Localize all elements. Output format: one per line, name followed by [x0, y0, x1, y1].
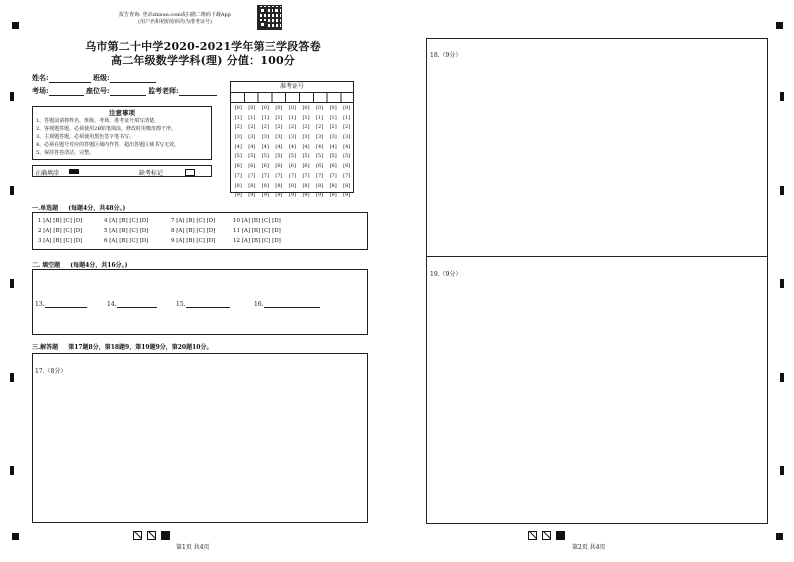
student-info-row1 — [32, 73, 156, 83]
exam-title: 乌市第二十中学2020-2021学年第三学段答卷 — [85, 40, 321, 53]
exam-id-bubble[interactable]: [5] — [316, 153, 324, 160]
timing-mark — [10, 373, 14, 382]
exam-id-bubble[interactable]: [2] — [343, 124, 351, 131]
correct-fill-sample — [69, 169, 79, 174]
page-mark-slash — [542, 531, 551, 540]
exam-id-column — [246, 104, 259, 201]
timing-mark — [10, 466, 14, 475]
exam-id-bubble[interactable]: [6] — [302, 163, 310, 170]
exam-id-bubble[interactable]: [3] — [288, 134, 297, 141]
seat-field[interactable] — [110, 87, 146, 96]
exam-id-bubble[interactable]: [1] — [329, 114, 337, 121]
exam-id-bubble[interactable]: [5] — [234, 153, 242, 160]
mcq-question-row[interactable]: 6 [A] [B] [C] [D] — [104, 238, 149, 244]
exam-id-column — [327, 104, 340, 201]
exam-id-bubble[interactable]: [0] — [234, 105, 242, 111]
exam-id-bubble[interactable]: [7] — [316, 172, 324, 179]
exam-id-bubble[interactable]: [4] — [288, 143, 297, 150]
section2-box — [32, 269, 368, 335]
exam-id-bubble[interactable]: [4] — [316, 143, 324, 150]
section1-box — [32, 212, 368, 250]
exam-id-bubble[interactable]: [9] — [234, 192, 242, 199]
q17-answer-box[interactable] — [32, 353, 368, 523]
exam-id-bubble[interactable]: [6] — [248, 163, 256, 170]
exam-id-box — [230, 81, 354, 199]
page-number-2: 第2页 共4页 — [572, 544, 606, 551]
timing-mark — [10, 92, 14, 101]
exam-id-bubble[interactable]: [4] — [302, 143, 310, 150]
exam-id-column — [232, 104, 245, 201]
exam-id-bubble[interactable]: [5] — [329, 153, 337, 160]
exam-id-bubble[interactable]: [2] — [234, 124, 242, 131]
exam-id-bubble[interactable]: [0] — [316, 105, 324, 111]
exam-id-bubble[interactable]: [9] — [275, 192, 283, 199]
mcq-group — [233, 216, 281, 246]
mcq-question-row[interactable]: 3 [A] [B] [C] [D] — [38, 238, 83, 244]
exam-id-bubble[interactable]: [6] — [329, 163, 337, 170]
exam-id-bubble[interactable]: [3] — [316, 134, 324, 141]
blank-14: 14. — [107, 300, 157, 308]
exam-id-column — [340, 104, 353, 201]
mcq-question-row[interactable]: 9 [A] [B] [C] [D] — [171, 238, 216, 244]
proctor-field[interactable] — [179, 87, 217, 96]
section2-title: 二. 填空题 — [32, 262, 61, 269]
exam-id-bubble[interactable]: [3] — [275, 134, 283, 141]
mcq-question-row[interactable]: 4 [A] [B] [C] [D] — [104, 218, 149, 224]
note-item: 5、保持答卷清洁、完整。 — [36, 150, 95, 156]
exam-id-write-cells[interactable] — [231, 93, 353, 103]
exam-id-bubble[interactable]: [7] — [329, 172, 337, 179]
page-mark-block — [556, 531, 565, 540]
exam-id-bubble[interactable]: [6] — [288, 163, 297, 170]
section3-heading — [32, 342, 212, 351]
exam-id-bubble[interactable]: [9] — [343, 192, 351, 199]
page-mark-slash — [147, 531, 156, 540]
exam-id-bubble[interactable]: [1] — [343, 114, 351, 121]
student-info-row2 — [32, 86, 217, 96]
exam-id-bubble[interactable]: [3] — [329, 134, 337, 141]
proctor-label: 监考老师: — [148, 86, 179, 95]
section3-title: 三.解答题 — [32, 344, 59, 351]
notes-title: 注意事项 — [109, 109, 135, 117]
timing-mark — [780, 373, 784, 382]
note-item: 4、必须在题号对应的答题区域内作答，超出答题区域书写无效。 — [36, 142, 180, 148]
exam-id-bubble[interactable]: [8] — [329, 182, 337, 189]
exam-id-bubble[interactable]: [6] — [343, 163, 351, 170]
section1-title: 一.单选题 — [32, 205, 59, 212]
qr-code[interactable] — [257, 5, 282, 30]
blank-15-line[interactable] — [186, 300, 230, 308]
exam-id-bubble[interactable]: [2] — [316, 124, 324, 131]
exam-id-bubble[interactable]: [5] — [275, 153, 283, 160]
exam-id-bubble[interactable]: [7] — [288, 172, 297, 179]
section2-heading — [32, 260, 127, 269]
section1-heading — [32, 203, 125, 212]
exam-id-bubble[interactable]: [4] — [261, 143, 269, 150]
exam-id-bubble[interactable]: [1] — [248, 114, 256, 121]
note-item: 3、主观题答题，必须使用黑色签字笔书写。 — [36, 134, 135, 140]
notes-box — [32, 106, 212, 160]
exam-id-bubble[interactable]: [6] — [261, 163, 269, 170]
exam-id-bubble[interactable]: [3] — [302, 134, 310, 141]
absent-label: 缺考标记 — [139, 170, 164, 177]
mcq-group — [104, 216, 148, 246]
timing-mark — [780, 186, 784, 195]
page-number-1: 第1页 共4页 — [176, 544, 210, 551]
exam-id-bubble[interactable]: [3] — [343, 134, 351, 141]
section2-note: (每题4分，共16分。) — [70, 262, 128, 269]
mcq-question-row[interactable]: 8 [A] [B] [C] [D] — [171, 228, 216, 234]
timing-mark — [780, 466, 784, 475]
exam-id-bubble[interactable]: [2] — [261, 124, 269, 131]
blank-16-line[interactable] — [264, 300, 320, 308]
corner-mark — [776, 22, 783, 29]
exam-id-bubble[interactable]: [9] — [329, 192, 337, 199]
exam-id-bubble[interactable]: [6] — [234, 163, 242, 170]
room-label: 考场: — [32, 86, 49, 95]
exam-id-bubble[interactable]: [8] — [343, 182, 351, 189]
exam-id-bubble[interactable]: [9] — [261, 192, 269, 199]
corner-mark — [12, 533, 19, 540]
page-mark-slash — [528, 531, 537, 540]
exam-id-bubble[interactable]: [4] — [343, 143, 351, 150]
exam-id-bubble[interactable]: [1] — [316, 114, 324, 121]
mcq-question-row[interactable]: 1 [A] [B] [C] [D] — [38, 218, 83, 224]
q18-label: 18.（9分） — [430, 52, 462, 59]
timing-mark — [10, 279, 14, 288]
exam-id-bubble[interactable]: [4] — [329, 143, 337, 150]
q17-label: 17.（8分） — [35, 368, 67, 375]
exam-id-bubble[interactable]: [1] — [275, 114, 283, 121]
exam-id-bubble[interactable]: [0] — [288, 105, 297, 111]
notice-line1: 报告查询: 登录zhixue.com或扫描二维码下载App — [119, 12, 231, 18]
blank-14-line[interactable] — [117, 300, 157, 308]
exam-id-bubble[interactable]: [2] — [302, 124, 310, 131]
mcq-question-row[interactable]: 2 [A] [B] [C] [D] — [38, 228, 83, 234]
timing-mark — [780, 92, 784, 101]
notice-line2: (用户名和初始密码均为准考证号) — [138, 19, 212, 25]
exam-id-bubble[interactable]: [1] — [234, 114, 242, 121]
q18-answer-box[interactable] — [426, 38, 768, 257]
section1-note: (每题4分，共48分。) — [68, 205, 126, 212]
exam-id-column — [286, 104, 299, 201]
section3-note: 第17题8分，第18题9，第19题9分，第20题10分。 — [68, 344, 213, 351]
corner-mark — [776, 533, 783, 540]
mcq-question-row[interactable]: 7 [A] [B] [C] [D] — [171, 218, 216, 224]
exam-id-bubble[interactable]: [0] — [275, 105, 283, 111]
fill-example-box — [32, 165, 212, 177]
corner-mark — [12, 22, 19, 29]
exam-id-bubble[interactable]: [7] — [275, 172, 283, 179]
name-field[interactable] — [49, 74, 91, 83]
exam-id-bubble[interactable]: [7] — [234, 172, 242, 179]
mcq-group — [171, 216, 215, 246]
exam-id-bubble[interactable]: [1] — [261, 114, 269, 121]
exam-id-bubble[interactable]: [8] — [234, 182, 242, 189]
exam-id-bubbles[interactable] — [231, 104, 353, 199]
exam-subtitle: 高二年级数学学科(理) 分值：100分 — [111, 54, 295, 67]
exam-id-bubble[interactable]: [5] — [248, 153, 256, 160]
exam-id-bubble[interactable]: [8] — [316, 182, 324, 189]
exam-id-bubble[interactable]: [1] — [288, 114, 297, 121]
exam-id-title: 准考证号 — [231, 82, 353, 93]
exam-id-bubble[interactable]: [0] — [261, 105, 269, 111]
exam-id-column — [300, 104, 313, 201]
timing-mark — [780, 279, 784, 288]
exam-id-bubble[interactable]: [8] — [288, 182, 297, 189]
exam-id-bubble[interactable]: [9] — [288, 192, 297, 199]
exam-id-bubble[interactable]: [2] — [248, 124, 256, 131]
absent-checkbox[interactable] — [185, 169, 195, 176]
seat-label: 座位号: — [86, 86, 110, 95]
blank-13: 13. — [35, 300, 87, 308]
exam-id-bubble[interactable]: [2] — [329, 124, 337, 131]
exam-id-column — [259, 104, 272, 201]
exam-id-bubble[interactable]: [0] — [248, 105, 256, 111]
exam-id-column — [273, 104, 286, 201]
exam-id-bubble[interactable]: [2] — [275, 124, 283, 131]
q19-label: 19.（9分） — [430, 271, 462, 278]
mcq-question-row[interactable]: 11 [A] [B] [C] [D] — [233, 228, 281, 234]
exam-id-bubble[interactable]: [0] — [343, 105, 351, 111]
exam-id-bubble[interactable]: [9] — [248, 192, 256, 199]
exam-id-bubble[interactable]: [6] — [275, 163, 283, 170]
exam-id-bubble[interactable]: [0] — [329, 105, 337, 111]
exam-id-bubble[interactable]: [7] — [302, 172, 310, 179]
exam-id-bubble[interactable]: [5] — [343, 153, 351, 160]
exam-id-bubble[interactable]: [7] — [248, 172, 256, 179]
exam-id-bubble[interactable]: [4] — [234, 143, 242, 150]
exam-id-column — [313, 104, 326, 201]
mcq-group — [38, 216, 82, 246]
exam-id-bubble[interactable]: [7] — [343, 172, 351, 179]
class-field[interactable] — [110, 74, 156, 83]
exam-id-bubble[interactable]: [3] — [248, 134, 256, 141]
report-notice — [100, 11, 250, 25]
q19-answer-box[interactable] — [426, 257, 768, 524]
exam-id-bubble[interactable]: [5] — [261, 153, 269, 160]
class-label: 班级: — [93, 73, 110, 82]
exam-id-bubble[interactable]: [7] — [261, 172, 269, 179]
note-item: 2、客观题答题，必须使用2B铅笔填涂，修改时用橡皮擦干净。 — [36, 126, 177, 132]
blank-13-line[interactable] — [45, 300, 87, 308]
exam-id-bubble[interactable]: [5] — [302, 153, 310, 160]
page-mark-slash — [133, 531, 142, 540]
exam-id-bubble[interactable]: [0] — [302, 105, 310, 111]
page-mark-block — [161, 531, 170, 540]
exam-id-bubble[interactable]: [8] — [261, 182, 269, 189]
exam-id-bubble[interactable]: [8] — [248, 182, 256, 189]
note-item: 1、答题前请将姓名、班级、考场、准考证号填写清楚。 — [36, 118, 160, 124]
mcq-question-row[interactable]: 12 [A] [B] [C] [D] — [233, 238, 281, 244]
blank-15: 15. — [176, 300, 230, 308]
exam-id-bubble[interactable]: [3] — [261, 134, 269, 141]
exam-id-bubble[interactable]: [2] — [288, 124, 297, 131]
exam-id-bubble[interactable]: [6] — [316, 163, 324, 170]
name-label: 姓名: — [32, 73, 49, 82]
room-field[interactable] — [49, 87, 84, 96]
exam-id-bubble[interactable]: [8] — [302, 182, 310, 189]
exam-id-bubble[interactable]: [5] — [288, 153, 297, 160]
exam-id-bubble[interactable]: [9] — [302, 192, 310, 199]
correct-fill-label: 正确填涂 — [35, 170, 60, 177]
exam-id-bubble[interactable]: [9] — [316, 192, 324, 199]
blank-16: 16. — [254, 300, 320, 308]
exam-id-bubble[interactable]: [4] — [275, 143, 283, 150]
exam-id-bubble[interactable]: [1] — [302, 114, 310, 121]
exam-id-bubble[interactable]: [4] — [248, 143, 256, 150]
exam-id-bubble[interactable]: [3] — [234, 134, 242, 141]
mcq-question-row[interactable]: 10 [A] [B] [C] [D] — [233, 218, 281, 224]
timing-mark — [10, 186, 14, 195]
exam-id-bubble[interactable]: [8] — [275, 182, 283, 189]
mcq-question-row[interactable]: 5 [A] [B] [C] [D] — [104, 228, 149, 234]
